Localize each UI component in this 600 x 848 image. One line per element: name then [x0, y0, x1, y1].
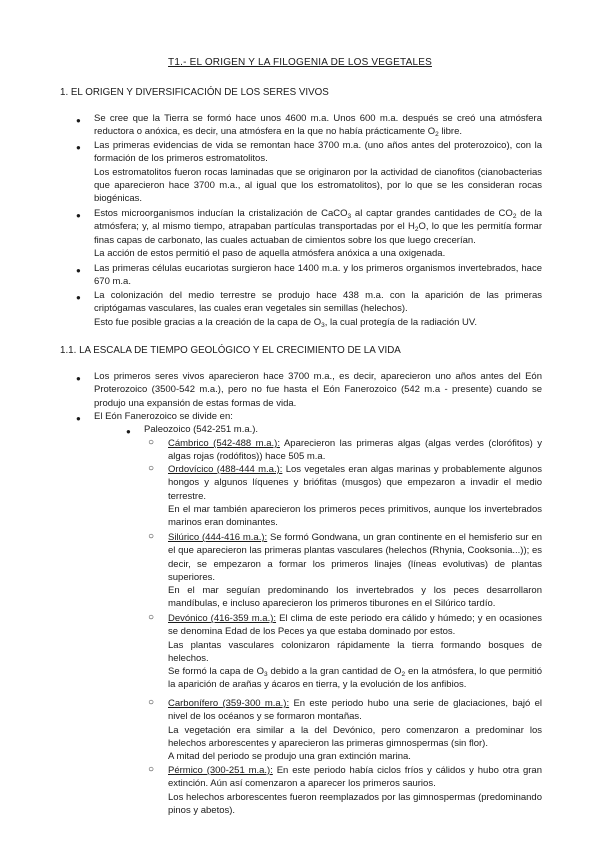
period-silurico: Silúrico (444-416 m.a.): Se formó Gondwana, un gran continente en el hemisferio sur en el que aparecieron las primeras plantas vasculares (helechos (Rhynia, Cooksonia...)); es decir, se empezaron a formar los primeros linajes (líneas evolutivas) de plantas superiores. En el mar seguían predominando los invertebrados y los peces desarrollaron mandíbulas, e incluso aparecieron los primeros tiburones en el Silúrico tardío. [168, 532, 543, 610]
period-permico: Pérmico (300-251 m.a.): En este periodo había ciclos fríos y cálidos y hubo otra gran extinción. Aún así comenzaron a aparecer los primeros saurios. Los helechos arborescentes fueron reemplazados por las gimnospermas (predominando pinos y abetos). [168, 765, 542, 816]
period-ordovicico: Ordovícico (488-444 m.a.): Los vegetales eran algas marinas y probablemente algunos hongos y algunos líquenes y briófitas (musgos) que empezaron a invadir el medio terrestre. En el mar también aparecieron los primeros peces primitivos, aunque los invertebrados marinos eran dominantes. [168, 464, 542, 529]
bullet-icon: ● [76, 211, 81, 220]
list-item: Se cree que la Tierra se formó hace unos 4600 m.a. Unos 600 m.a. después se creó una atmósfera reductora o anóxica, es decir, una atmósfera en la que no había prácticamente $O_2$ libre. [94, 113, 542, 139]
circle-bullet-icon: ○ [148, 764, 155, 775]
bullet-icon: ● [76, 374, 81, 383]
bullet-icon: ● [76, 143, 81, 152]
period-carbonifero: Carbonífero (359-300 m.a.): En este periodo hubo una serie de glaciaciones, bajó el nivel de los océanos y se formaron montañas. La vegetación era similar a la del Devónico, pero comenzaron a predominar los helechos arborescentes y aparecieron las primeras gimnospermas (sin flor). A mitad del periodo se produjo una gran extinción marina. [168, 698, 542, 763]
list-item: Estos microorganismos inducían la cristalización de CaCO$_3$ al captar grandes cantidades de $CO_2$ de la atmósfera; y, al mismo tiempo, atrapaban partículas transportadas por el $H_2O$, lo que les permitía formar finas capas de carbonato, las cuales actuaban de cimientos sobre los que luego crecerían. La acción de estos permitió el paso de aquella atmósfera anóxica a una oxigenada. [94, 208, 542, 259]
circle-bullet-icon: ○ [148, 463, 155, 474]
circle-bullet-icon: ○ [148, 437, 155, 448]
bullet-icon: ● [76, 293, 81, 302]
page-title: T1.- EL ORIGEN Y LA FILOGENIA DE LOS VEGETALES [168, 57, 432, 68]
list-item: Las primeras células eucariotas surgieron hace 1400 m.a. y los primeros organismos invertebrados, hace 670 m.a. [94, 263, 542, 288]
bullet-icon: ● [76, 414, 81, 423]
bullet-icon: ● [126, 427, 131, 436]
era-item-paleozoico: Paleozoico (542-251 m.a.). [144, 424, 259, 435]
period-devonico: Devónico (416-359 m.a.): El clima de este periodo era cálido y húmedo; y en ocasiones se denomina Edad de los Peces ya que estaba dominado por estos. Las plantas vasculares colonizaron rápidamente la tierra formando bosques de helechos. Se formó la capa de $O_3$ debido a la gran cantidad de $O_2$ en la atmósfera, lo que permitió la aparición de arañas y ácaros en tierra, y la evolución de los anfibios. [168, 613, 542, 691]
bullet-icon: ● [76, 116, 81, 125]
period-cambrico: Cámbrico (542-488 m.a.): Aparecieron las primeras algas (algas verdes (clorófitos) y algas rojas (rodófitos)) hace 505 m.a. [168, 438, 542, 463]
circle-bullet-icon: ○ [148, 612, 155, 623]
list-item: Las primeras evidencias de vida se remontan hace 3700 m.a. (uno años antes del proterozoico), con la formación de los primeros estromatolitos. Los estromatolitos fueron rocas laminadas que se originaron por la actividad de cianofitos (cianobacterias que aparecieron hace 3700 m.a., al igual que los estromatolitos), por lo que se les consideran rocas biogénicas. [94, 140, 542, 205]
circle-bullet-icon: ○ [148, 697, 155, 708]
list-item: El Eón Fanerozoico se divide en: [94, 411, 233, 422]
section-heading-1: 1. EL ORIGEN Y DIVERSIFICACIÓN DE LOS SERES VIVOS [60, 87, 329, 98]
bullet-icon: ● [76, 266, 81, 275]
list-item: La colonización del medio terrestre se produjo hace 438 m.a. con la aparición de las primeras criptógamas vasculares, las cuales eran vegetales sin semillas (helechos). Esto fue posible gracias a la creación de la capa de $O_3$, la cual protegía de la radiación UV. [94, 290, 542, 329]
circle-bullet-icon: ○ [148, 531, 155, 542]
list-item: Los primeros seres vivos aparecieron hace 3700 m.a., es decir, aparecieron uno años antes del Eón Proterozoico (3500-542 m.a.), pero no fue hasta el Eón Fanerozoico (542 m.a - presente) cuando se produjo una expansión de estas formas de vida. [94, 371, 542, 409]
section-heading-2: 1.1. LA ESCALA DE TIEMPO GEOLÓGICO Y EL CRECIMIENTO DE LA VIDA [60, 345, 401, 356]
